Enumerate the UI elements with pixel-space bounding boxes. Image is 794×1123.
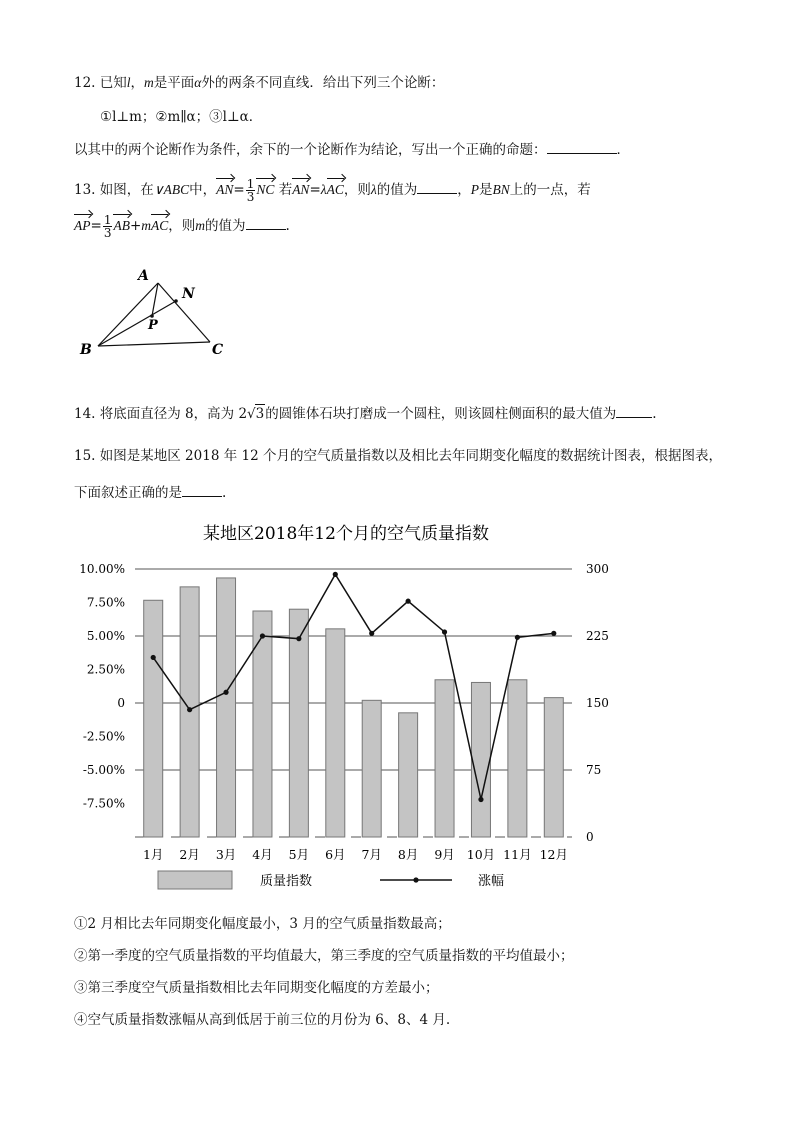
left-tick-label: 7.50% (86, 595, 125, 610)
x-tick-label: 1月 (142, 847, 164, 862)
side-bc (98, 342, 210, 346)
q15-line1: 15. 如图是某地区 2018 年 12 个月的空气质量指数以及相比去年同期变化幅度的数据统计图表，根据图表， (74, 448, 722, 464)
q15-end: . (222, 485, 227, 501)
legend-line-marker (413, 877, 418, 882)
x-tick-label: 6月 (325, 847, 346, 862)
x-tick-label: 7月 (361, 847, 382, 862)
triangle-figure (74, 262, 244, 362)
x-tick-label: 3月 (215, 847, 237, 862)
chart-bars (144, 578, 564, 837)
bar-5月 (289, 609, 308, 837)
x-tick-label: 12月 (539, 847, 568, 862)
statement-2: ②第一季度的空气质量指数的平均值最大，第三季度的空气质量指数的平均值最小； (74, 948, 574, 964)
legend-bar-swatch (158, 871, 232, 889)
left-tick-label: 2.50% (86, 662, 125, 677)
left-tick-label: 10.00% (79, 562, 125, 576)
point-10月 (478, 797, 483, 802)
bar-10月 (471, 682, 490, 837)
q13-text-j: . (285, 218, 290, 234)
x-tick-label: 11月 (503, 847, 532, 862)
q12-comma: ， (130, 75, 145, 91)
q13-ruo: 若 (278, 182, 293, 198)
label-b: B (80, 342, 92, 358)
q13-text-b: 中， (189, 182, 217, 198)
x-tick-label: 2月 (179, 847, 200, 862)
bar-6月 (326, 629, 345, 837)
x-tick-label: 9月 (434, 847, 455, 862)
frac-num-2: 1 (103, 213, 112, 227)
bar-7月 (362, 700, 381, 837)
left-tick-label: 0 (117, 696, 125, 710)
q12-text-d: 以其中的两个论断作为条件，余下的一个论断作为结论，写出一个正确的命题： (74, 142, 547, 158)
q12-line2: ①l⊥m；②m∥α；③l⊥α． (100, 109, 263, 125)
frac-den: 3 (246, 190, 255, 204)
bar-1月 (144, 600, 163, 837)
q12-line3 (74, 141, 630, 159)
q13-text-i: 的值为 (205, 218, 246, 234)
vector-nc: NC (256, 182, 275, 197)
frac-num: 1 (246, 177, 255, 191)
var-m: m (144, 75, 154, 90)
right-tick-label: 150 (586, 696, 609, 710)
legend-line-label: 涨幅 (478, 874, 505, 889)
chart-line (151, 572, 557, 802)
vector-ab: AB (113, 218, 130, 233)
sqrt-radicand: 3 (255, 406, 265, 422)
left-tick-label: -2.50% (82, 729, 125, 744)
bar-9月 (435, 680, 454, 837)
point-1月 (151, 655, 156, 660)
change-line (153, 574, 554, 799)
q13-m-blank[interactable] (246, 217, 286, 230)
segment-bn: BN (492, 182, 510, 197)
q14-two: 2 (238, 406, 248, 422)
label-a: A (138, 268, 149, 284)
point-4月 (260, 633, 265, 638)
q13-text-f: 是 (479, 182, 493, 198)
left-tick-label: 5.00% (86, 629, 125, 643)
q13-text-d: 的值为 (376, 182, 418, 198)
label-n: N (182, 286, 195, 302)
q14-end: . (652, 406, 657, 422)
label-c: C (212, 342, 224, 358)
q14-line (74, 404, 657, 423)
var-m-3: m (195, 218, 206, 233)
q15-text: 下面叙述正确的是 (74, 485, 182, 501)
left-tick-label: -5.00% (82, 763, 125, 777)
q15-answer-blank[interactable] (182, 484, 222, 497)
vector-an: AN (216, 182, 234, 197)
segment-bn-line (98, 301, 176, 346)
q13-plus: + (129, 218, 142, 234)
vector-ac-2: AC (151, 218, 169, 233)
bar-8月 (399, 713, 418, 837)
frac-one-third (246, 178, 256, 203)
triangle-abc: ∨ABC (153, 182, 190, 197)
q12-text-c: 外的两条不同直线．给出下列三个论断： (201, 75, 445, 91)
point-n (174, 299, 178, 303)
statement-1: ①2 月相比去年同期变化幅度最小，3 月的空气质量指数最高； (74, 916, 451, 932)
point-9月 (442, 629, 447, 634)
right-tick-label: 0 (586, 830, 594, 844)
q12-line1 (74, 74, 444, 92)
q14-text: 14. 将底面直径为 8，高为 (74, 406, 235, 422)
right-tick-label: 225 (586, 629, 609, 643)
statement-4: ④空气质量指数涨幅从高到低居于前三位的月份为 6、8、4 月. (74, 1012, 451, 1028)
var-p: P (470, 182, 479, 197)
point-5月 (296, 636, 301, 641)
var-m-2: m (141, 218, 152, 233)
var-alpha: α (194, 75, 202, 90)
statement-3: ③第三季度空气质量指数相比去年同期变化幅度的方差最小； (74, 980, 439, 996)
q13-line1 (74, 178, 591, 203)
q13-eq-3: = (90, 218, 102, 234)
vector-ap: AP (74, 218, 91, 233)
q14-answer-blank[interactable] (616, 405, 652, 418)
right-tick-label: 75 (586, 763, 602, 777)
chart-legend (158, 871, 504, 889)
vector-ac: AC (326, 182, 344, 197)
bar-4月 (253, 611, 272, 837)
q13-eq: = (233, 182, 245, 198)
air-quality-chart (60, 515, 700, 900)
chart-title: 某地区2018年12个月的空气质量指数 (203, 524, 489, 544)
q13-text: 13. 如图，在 (74, 182, 154, 198)
frac-den-2: 3 (103, 226, 112, 240)
chart-grid (135, 569, 572, 837)
q14-text-b: 的圆锥体石块打磨成一个圆柱，则该圆柱侧面积的最大值为 (265, 406, 617, 422)
point-8月 (406, 599, 411, 604)
left-tick-label: -7.50% (82, 796, 125, 811)
q12-answer-blank[interactable] (547, 141, 617, 154)
label-p: P (148, 318, 158, 333)
q12-end: ． (616, 142, 630, 158)
right-tick-label: 300 (586, 562, 609, 576)
side-ab (98, 283, 158, 346)
point-6月 (333, 572, 338, 577)
legend-bar-label: 质量指数 (260, 874, 313, 889)
q13-lambda-blank[interactable] (417, 181, 457, 194)
q13-text-g: 上的一点，若 (509, 182, 591, 198)
q13-eq-2: = (309, 182, 321, 198)
bar-12月 (544, 698, 563, 837)
x-tick-label: 4月 (252, 847, 273, 862)
x-tick-label: 8月 (397, 847, 419, 862)
bar-3月 (217, 578, 236, 837)
point-7月 (369, 631, 374, 636)
var-lambda: λ (320, 182, 327, 197)
q13-line2 (74, 214, 290, 239)
point-12月 (551, 631, 556, 636)
x-tick-label: 10月 (466, 847, 496, 862)
point-3月 (223, 690, 228, 695)
vector-an-2: AN (292, 182, 310, 197)
q13-text-e: ， (457, 182, 471, 198)
var-l: l (126, 75, 131, 90)
frac-one-third-2 (103, 214, 113, 239)
q15-line2 (74, 484, 226, 502)
var-lambda-2: λ (370, 182, 377, 197)
q12-text-b: 是平面 (153, 75, 195, 91)
point-11月 (515, 635, 520, 640)
point-2月 (187, 707, 192, 712)
q12-text: 12. 已知 (74, 75, 127, 91)
sqrt-sign: √ (247, 406, 256, 422)
x-tick-label: 5月 (288, 847, 310, 862)
bar-11月 (508, 680, 527, 837)
q13-text-c: ，则 (343, 182, 371, 198)
q13-text-h: ，则 (168, 218, 196, 234)
